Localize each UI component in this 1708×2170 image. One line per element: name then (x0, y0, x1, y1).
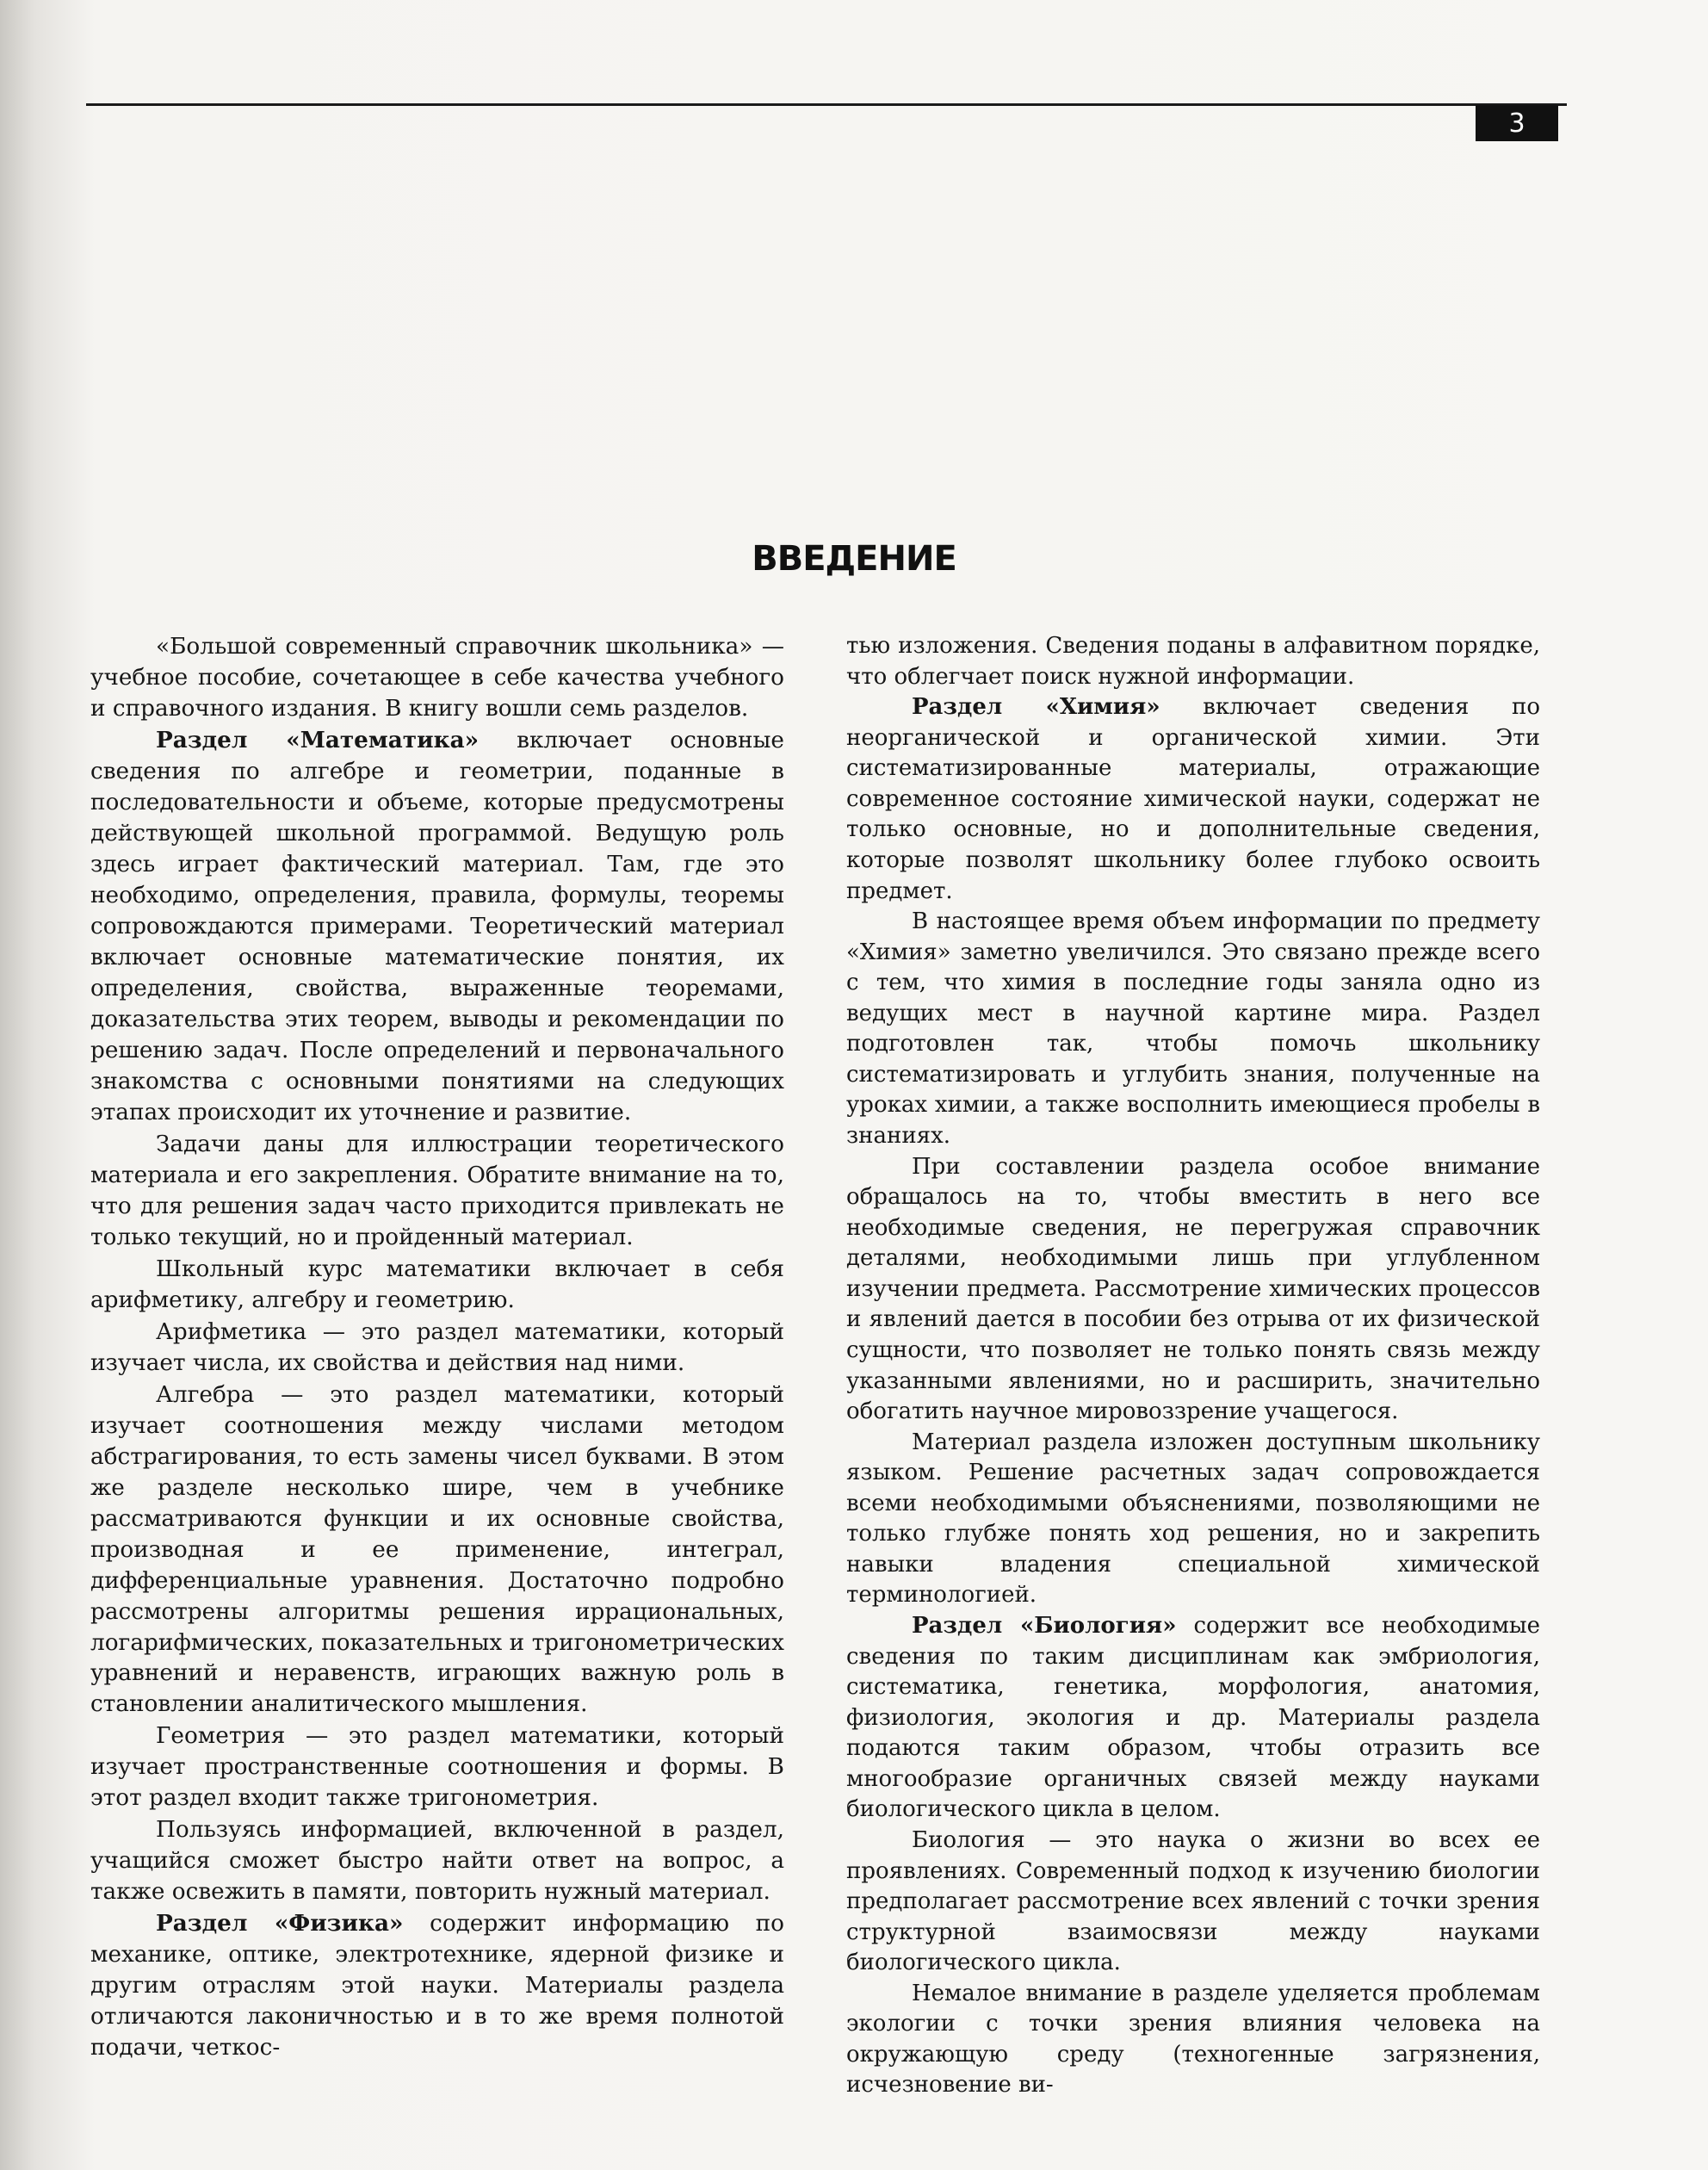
paragraph-ecology: Немалое внимание в разделе уделяется проблемам экологии с точки зрения влияния человека на окружающую среду (техногенные загрязнения, исчезновение ви- (846, 1980, 1540, 2099)
page-number: 3 (1476, 105, 1558, 141)
page-title: ВВЕДЕНИЕ (752, 539, 956, 579)
paragraph-physics-section: Раздел «Физика» содержит информацию по механике, оптике, электротехнике, ядерной физике и другим отраслям этой науки. Материалы раздела отличаются лаконичностью и в то же время полнотой подачи, четкос- (90, 1910, 784, 2062)
paragraph-school-course: Школьный курс математики включает в себя арифметику, алгебру и геометрию. (90, 1256, 784, 1313)
paragraph-arithmetic: Арифметика — это раздел математики, который изучает числа, их свойства и действия над ними. (90, 1318, 784, 1376)
right-column (846, 631, 1540, 2101)
paragraph-biology-definition: Биология — это наука о жизни во всех ее проявлениях. Современный подход к изучению биологии предполагает рассмотрение всех явлений с точки зрения структурной взаимосвязи между науками биологического цикла. (846, 1826, 1540, 1976)
paragraph-intro: «Большой современный справочник школьника» — учебное пособие, сочетающее в себе качества учебного и справочного издания. В книгу вошли семь разделов. (90, 634, 784, 722)
paragraph-algebra: Алгебра — это раздел математики, который изучает соотношения между числами методом абстрагирования, то есть замены чисел буквами. В этом же разделе несколько шире, чем в учебнике рассматриваются функции и их основные свойства, производная и ее применение, интеграл, дифференциальные уравнения. Достаточно подробно рассмотрены алгоритмы решения иррациональных, логарифмических, показательных и тригонометрических уравнений и неравенств, играющих важную роль в становлении аналитического мышления. (90, 1381, 784, 1718)
paragraph-tasks: Задачи даны для иллюстрации теоретического материала и его закрепления. Обратите внимание на то, что для решения задач часто приходится привлекать не только текущий, но и пройденный материал. (90, 1131, 784, 1250)
left-column (90, 631, 784, 2064)
paragraph-physics-continued: тью изложения. Сведения поданы в алфавитном порядке, что облегчает поиск нужной информации. (846, 633, 1540, 690)
header-rule (86, 103, 1567, 106)
paragraph-chemistry-volume: В настоящее время объем информации по предмету «Химия» заметно увеличился. Это связано прежде всего с тем, что химия в последние годы заняла одно из ведущих мест в научной картине мира. Раздел подготовлен так, чтобы помочь школьнику систематизировать и углубить знания, полученные на уроках химии, а также восполнить имеющиеся пробелы в знаниях. (846, 908, 1540, 1149)
paragraph-chemistry-compilation: При составлении раздела особое внимание обращалось на то, чтобы вместить в него все необходимые сведения, не перегружая справочник деталями, необходимыми лишь при углубленном изучении предмета. Рассмотрение химических процессов и явлений дается в пособии без отрыва от их физической сущности, что позволяет не только понять связь между указанными явлениями, но и расширить, значительно обогатить научное мировоззрение учащегося. (846, 1153, 1540, 1425)
paragraph-chemistry-section: Раздел «Химия» включает сведения по неорганической и органической химии. Эти систематизированные материалы, отражающие современное состояние химической науки, содержат не только основные, но и дополнительные сведения, которые позволят школьнику более глубоко освоить предмет. (846, 694, 1541, 904)
paragraph-geometry: Геометрия — это раздел математики, который изучает пространственные соотношения и формы. В этот раздел входит также тригонометрия. (90, 1723, 784, 1812)
paragraph-usage: Пользуясь информацией, включенной в раздел, учащийся сможет быстро найти ответ на вопрос, а также освежить в памяти, повторить нужный материал. (90, 1817, 784, 1906)
paragraph-chemistry-language: Материал раздела изложен доступным школьнику языком. Решение расчетных задач сопровождается всеми необходимыми объяснениями, позволяющими не только глубже понять ход решения, но и закрепить навыки владения специальной химической терминологией. (846, 1429, 1540, 1609)
paragraph-math-section: Раздел «Математика» включает основные сведения по алгебре и геометрии, поданные в последовательности и объеме, которые предусмотрены действующей школьной программой. Ведущую роль здесь играет фактический материал. Там, где это необходимо, определения, правила, формулы, теоремы сопровождаются примерами. Теоретический материал включает основные математические понятия, их определения, свойства, выраженные теоремами, доказательства этих теорем, выводы и рекомендации по решению задач. После определений и первоначального знакомства с основными понятиями на следующих этапах происходит их уточнение и развитие. (90, 726, 784, 1125)
paragraph-biology-section: Раздел «Биология» содержит все необходимые сведения по таким дисциплинам как эмбриология, систематика, генетика, морфология, анатомия, физиология, экология и др. Материалы раздела подаются таким образом, чтобы отразить все многообразие органичных связей между науками биологического цикла в целом. (846, 1613, 1540, 1823)
